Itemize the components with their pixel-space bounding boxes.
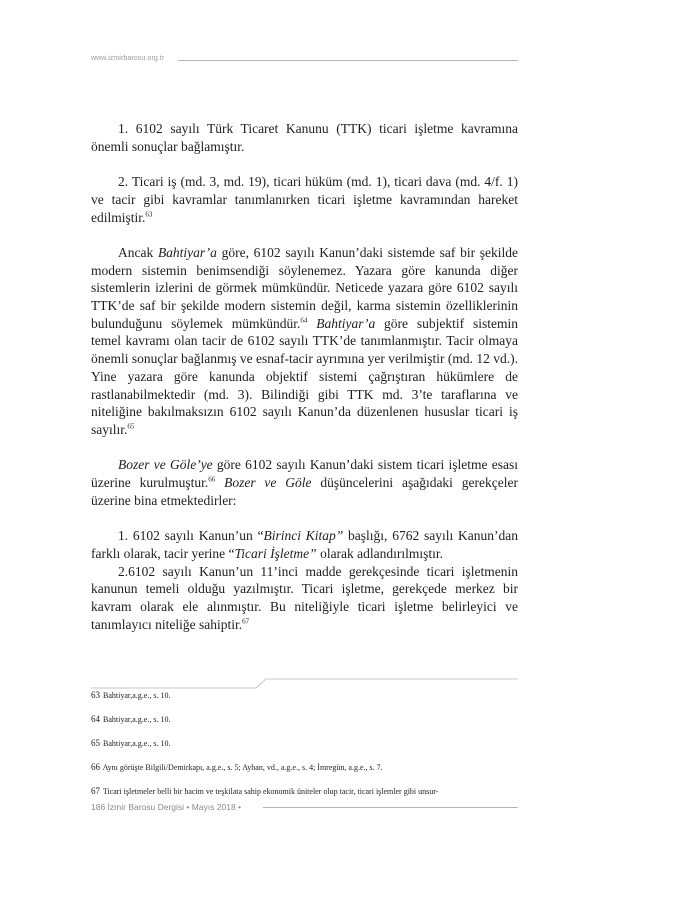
footnotes — [91, 690, 521, 810]
footnote-65: 65 Bahtiyar,a.g.e., s. 10. — [91, 738, 171, 748]
footer-rule — [263, 807, 518, 808]
paragraph-3: Ancak Bahtiyar’a göre, 6102 sayılı Kanun’daki sistemde saf bir şekilde modern sistemin benimsendiği söylenemez. Yazara göre kanunda diğer sistemlerin izlerini de görmek mümkündür. Neticede yazara göre 6102 sayılı TTK’de saf bir şekilde modern sistemin değil, karma sistemin özelliklerinin bulunduğunu söylemek mümkündür.$^{64}$ Bahtiyar’a göre subjektif sistemin temel kavramı olan tacir de 6102 sayılı TTK’de tanımlanmıştır. Tacir olmaya önemli sonuçlar bağlanmış ve esnaf-tacir ayrımına yer verilmiştir (md. 12 vd.). Yine yazara göre kanunda objektif sistemi çağrıştıran hükümlere de rastlanabilmektedir (md. 3). Bilindiği gibi TTK md. 3’te taraflarına ve niteliğine bakılmaksızın 6102 sayılı Kanun’da düzenlenen hususlar ticari iş sayılır.$^{65}$ — [91, 244, 519, 437]
footnote-ref-64[interactable]: 64 — [300, 316, 308, 325]
header-url: www.izmirbarosu.org.tr — [91, 55, 165, 62]
footnote-ref-67[interactable]: 67 — [242, 617, 250, 626]
footnote-66: 66 Aynı görüşte Bilgili/Demirkapı, a.g.e., s. 5; Ayhan, vd., a.g.e., s. 4; İmregün, a.g.e., s. 7. — [91, 762, 383, 772]
footnote-ref-66[interactable]: 66 — [208, 475, 216, 484]
header-rule — [178, 60, 518, 61]
footnote-67: 67 Ticari işletmeler belli bir hacim ve teşkilata sahip ekonomik üniteler olup tacir, ticari işlemler gibi unsur- — [91, 786, 439, 796]
body-text — [91, 120, 518, 633]
footnote-ref-65[interactable]: 65 — [127, 422, 135, 431]
paragraph-6: 2.6102 sayılı Kanun’un 11’inci madde gerekçesinde ticari işletmenin kanunun temeli olduğu yazılmıştır. Ticari işletme, gerekçede merkez bir kavram olarak ele alınmıştır. Bu niteliğiyle ticari işletme belirleyici ve tanımlayıcı niteliğe sahiptir.$^{67}$ — [91, 563, 518, 632]
footnote-64: 64 Bahtiyar,a.g.e., s. 10. — [91, 714, 171, 724]
footer-page-info: 186 İzmir Barosu Dergisi • Mayıs 2018 • — [91, 802, 242, 812]
paragraph-4: Bozer ve Göle’ye göre 6102 sayılı Kanun’daki sistem ticari işletme esası üzerine kurulmuştur.$^{66}$ Bozer ve Göle düşüncelerini aşağıdaki gerekçeler üzerine bina etmektedirler: — [91, 457, 519, 508]
footnote-63: 63 Bahtiyar,a.g.e., s. 10. — [91, 690, 171, 700]
paragraph-1: 1. 6102 sayılı Türk Ticaret Kanunu (TTK) ticari işletme kavramına önemli sonuçlar bağlamıştır. — [91, 121, 518, 154]
footnote-ref-63[interactable]: 63 — [145, 210, 153, 218]
paragraph-2: 2. Ticari iş (md. 3, md. 19), ticari hüküm (md. 1), ticari dava (md. 4/f. 1) ve tacir gibi kavramlar tanımlanırken ticari işletme kavramından hareket edilmiştir.$^{63}$ — [91, 174, 518, 225]
paragraph-5: 1. 6102 sayılı Kanun’un “Birinci Kitap” başlığı, 6762 sayılı Kanun’dan farklı olarak, tacir yerine “Ticari İşletme” olarak adlandırılmıştır. — [91, 528, 518, 561]
